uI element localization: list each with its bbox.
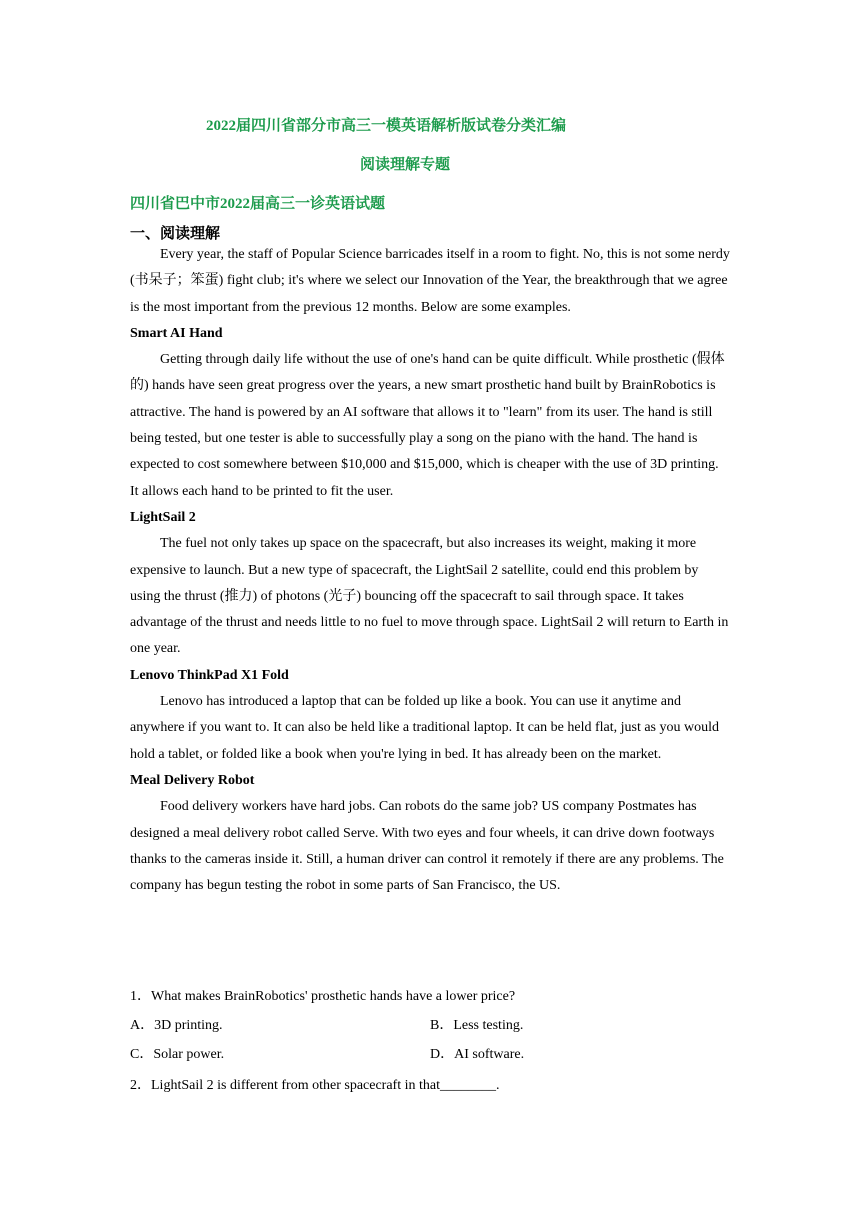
- item-heading: Lenovo ThinkPad X1 Fold: [130, 667, 289, 683]
- item-heading: LightSail 2: [130, 509, 196, 525]
- document-title: 2022届四川省部分市高三一模英语解析版试卷分类汇编: [206, 118, 567, 134]
- item-heading: Meal Delivery Robot: [130, 772, 255, 788]
- document-subtitle: 阅读理解专题: [360, 157, 451, 173]
- question-1-option-b: B．Less testing.: [430, 1018, 524, 1033]
- question-1-option-a: A．3D printing.: [130, 1018, 223, 1033]
- question-1-option-c: C．Solar power.: [130, 1047, 225, 1062]
- question-1-option-d: D．AI software.: [430, 1047, 525, 1062]
- question-2-stem: 2．LightSail 2 is different from other spacecraft in that________.: [130, 1078, 500, 1093]
- item-text: Getting through daily life without the use of one's hand can be quite difficult. While prosthetic (假体的) hands have seen great progress over the years, a new smart prosthetic hand built by BrainRobotics is attractive. The hand is powered by an AI software that allows it to "learn" from its user. The hand is still being tested, but one tester is able to successfully play a song on the piano with the hand. The hand is expected to cost somewhere between $10,000 and $15,000, which is cheaper with the use of 3D printing. It allows each hand to be printed to fit the user.: [130, 352, 725, 499]
- passage: [130, 242, 730, 899]
- section-heading: 一、阅读理解: [130, 226, 221, 242]
- question-1-stem: 1．What makes BrainRobotics' prosthetic hands have a lower price?: [130, 989, 516, 1004]
- passage-intro: Every year, the staff of Popular Science barricades itself in a room to fight. No, this is not some nerdy (书呆子；笨蛋) fight club; it's where we select our Innovation of the Year, the breakthrough that we agree is the most important from the previous 12 months. Below are some examples.: [130, 247, 730, 315]
- item-heading: Smart AI Hand: [130, 325, 223, 341]
- item-text: Lenovo has introduced a laptop that can be folded up like a book. You can use it anytime and anywhere if you want to. It can also be held like a traditional laptop. It can be held flat, just as you would hold a tablet, or folded like a book when you're lying in bed. It has already been on the market.: [130, 694, 719, 762]
- item-text: Food delivery workers have hard jobs. Can robots do the same job? US company Postmates has designed a meal delivery robot called Serve. With two eyes and four wheels, it can drive down footways thanks to the cameras inside it. Still, a human driver can control it remotely if there are any problems. The company has begun testing the robot in some parts of San Francisco, the US.: [130, 799, 724, 894]
- exam-source: 四川省巴中市2022届高三一诊英语试题: [130, 196, 386, 212]
- item-text: The fuel not only takes up space on the spacecraft, but also increases its weight, making it more expensive to launch. But a new type of spacecraft, the LightSail 2 satellite, could end this problem by using the thrust (推力) of photons (光子) bouncing off the spacecraft to sail through space. It takes advantage of the thrust and needs little to no fuel to move through space. LightSail 2 will return to Earth in one year.: [130, 536, 729, 657]
